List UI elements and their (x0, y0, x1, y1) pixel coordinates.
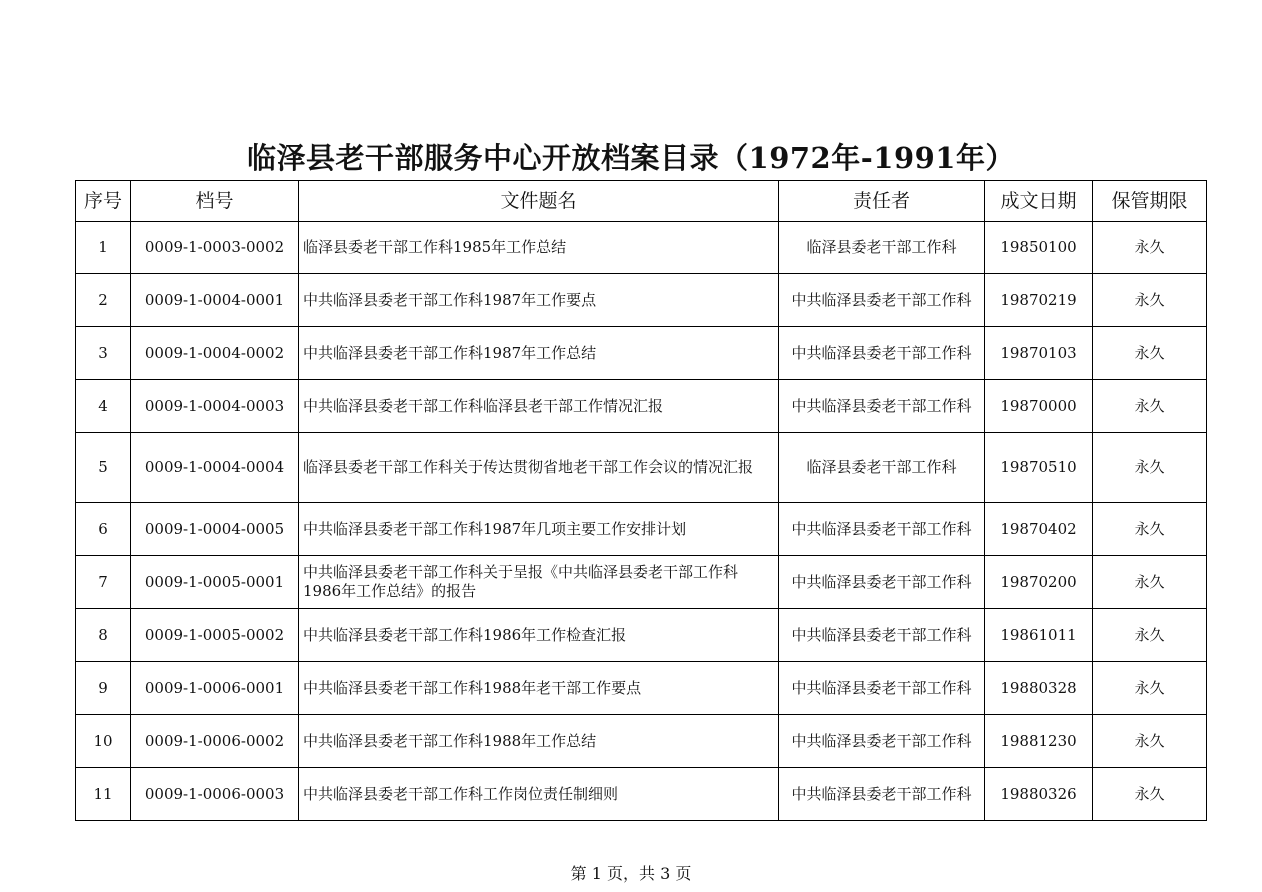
cell-title: 中共临泽县委老干部工作科临泽县老干部工作情况汇报 (299, 380, 779, 433)
cell-author: 中共临泽县委老干部工作科 (779, 768, 985, 821)
table-row (76, 327, 1207, 380)
header-code: 档号 (131, 181, 299, 222)
cell-date: 19870000 (985, 380, 1093, 433)
cell-term: 永久 (1093, 609, 1207, 662)
table-row (76, 662, 1207, 715)
cell-term: 永久 (1093, 433, 1207, 503)
cell-title: 临泽县委老干部工作科1985年工作总结 (299, 222, 779, 274)
cell-code: 0009-1-0006-0002 (131, 715, 299, 768)
cell-code: 0009-1-0004-0002 (131, 327, 299, 380)
header-date: 成文日期 (985, 181, 1093, 222)
cell-seq: 7 (76, 556, 131, 609)
cell-author: 中共临泽县委老干部工作科 (779, 380, 985, 433)
cell-author: 临泽县委老干部工作科 (779, 433, 985, 503)
header-author: 责任者 (779, 181, 985, 222)
cell-date: 19870219 (985, 274, 1093, 327)
cell-seq: 4 (76, 380, 131, 433)
page-title: 临泽县老干部服务中心开放档案目录（1972年-1991年） (247, 141, 1015, 175)
cell-term: 永久 (1093, 768, 1207, 821)
cell-code: 0009-1-0004-0001 (131, 274, 299, 327)
table-row (76, 768, 1207, 821)
table-row (76, 433, 1207, 503)
cell-date: 19870510 (985, 433, 1093, 503)
cell-code: 0009-1-0003-0002 (131, 222, 299, 274)
cell-date: 19870200 (985, 556, 1093, 609)
cell-code: 0009-1-0005-0001 (131, 556, 299, 609)
cell-code: 0009-1-0006-0003 (131, 768, 299, 821)
cell-seq: 10 (76, 715, 131, 768)
cell-date: 19881230 (985, 715, 1093, 768)
header-title: 文件题名 (299, 181, 779, 222)
cell-seq: 1 (76, 222, 131, 274)
header-seq: 序号 (76, 181, 131, 222)
cell-seq: 11 (76, 768, 131, 821)
cell-term: 永久 (1093, 274, 1207, 327)
cell-title: 中共临泽县委老干部工作科关于呈报《中共临泽县委老干部工作科1986年工作总结》的报告 (299, 556, 779, 609)
cell-code: 0009-1-0006-0001 (131, 662, 299, 715)
table-row (76, 274, 1207, 327)
cell-title: 中共临泽县委老干部工作科1987年工作总结 (299, 327, 779, 380)
table-row (76, 715, 1207, 768)
archive-catalog-table (75, 180, 1207, 821)
cell-term: 永久 (1093, 327, 1207, 380)
cell-seq: 3 (76, 327, 131, 380)
cell-seq: 5 (76, 433, 131, 503)
cell-term: 永久 (1093, 662, 1207, 715)
cell-date: 19870103 (985, 327, 1093, 380)
cell-term: 永久 (1093, 503, 1207, 556)
cell-code: 0009-1-0004-0003 (131, 380, 299, 433)
table-row (76, 556, 1207, 609)
table-row (76, 380, 1207, 433)
cell-title: 中共临泽县委老干部工作科1987年几项主要工作安排计划 (299, 503, 779, 556)
table-row (76, 609, 1207, 662)
cell-title: 中共临泽县委老干部工作科1987年工作要点 (299, 274, 779, 327)
cell-date: 19870402 (985, 503, 1093, 556)
cell-seq: 9 (76, 662, 131, 715)
cell-title: 临泽县委老干部工作科关于传达贯彻省地老干部工作会议的情况汇报 (299, 433, 779, 503)
cell-date: 19861011 (985, 609, 1093, 662)
cell-author: 中共临泽县委老干部工作科 (779, 274, 985, 327)
cell-title: 中共临泽县委老干部工作科工作岗位责任制细则 (299, 768, 779, 821)
cell-author: 中共临泽县委老干部工作科 (779, 609, 985, 662)
cell-author: 临泽县委老干部工作科 (779, 222, 985, 274)
cell-title: 中共临泽县委老干部工作科1988年老干部工作要点 (299, 662, 779, 715)
page-footer: 第 1 页，共 3 页 (570, 864, 692, 883)
header-term: 保管期限 (1093, 181, 1207, 222)
cell-author: 中共临泽县委老干部工作科 (779, 662, 985, 715)
cell-author: 中共临泽县委老干部工作科 (779, 556, 985, 609)
cell-term: 永久 (1093, 556, 1207, 609)
cell-author: 中共临泽县委老干部工作科 (779, 715, 985, 768)
cell-date: 19880326 (985, 768, 1093, 821)
cell-code: 0009-1-0005-0002 (131, 609, 299, 662)
cell-seq: 2 (76, 274, 131, 327)
cell-term: 永久 (1093, 222, 1207, 274)
cell-author: 中共临泽县委老干部工作科 (779, 327, 985, 380)
cell-title: 中共临泽县委老干部工作科1986年工作检查汇报 (299, 609, 779, 662)
table-header-row (76, 181, 1207, 222)
cell-code: 0009-1-0004-0004 (131, 433, 299, 503)
cell-title: 中共临泽县委老干部工作科1988年工作总结 (299, 715, 779, 768)
table-row (76, 222, 1207, 274)
cell-term: 永久 (1093, 715, 1207, 768)
cell-seq: 8 (76, 609, 131, 662)
cell-author: 中共临泽县委老干部工作科 (779, 503, 985, 556)
cell-date: 19880328 (985, 662, 1093, 715)
cell-date: 19850100 (985, 222, 1093, 274)
table-row (76, 503, 1207, 556)
cell-code: 0009-1-0004-0005 (131, 503, 299, 556)
cell-seq: 6 (76, 503, 131, 556)
cell-term: 永久 (1093, 380, 1207, 433)
